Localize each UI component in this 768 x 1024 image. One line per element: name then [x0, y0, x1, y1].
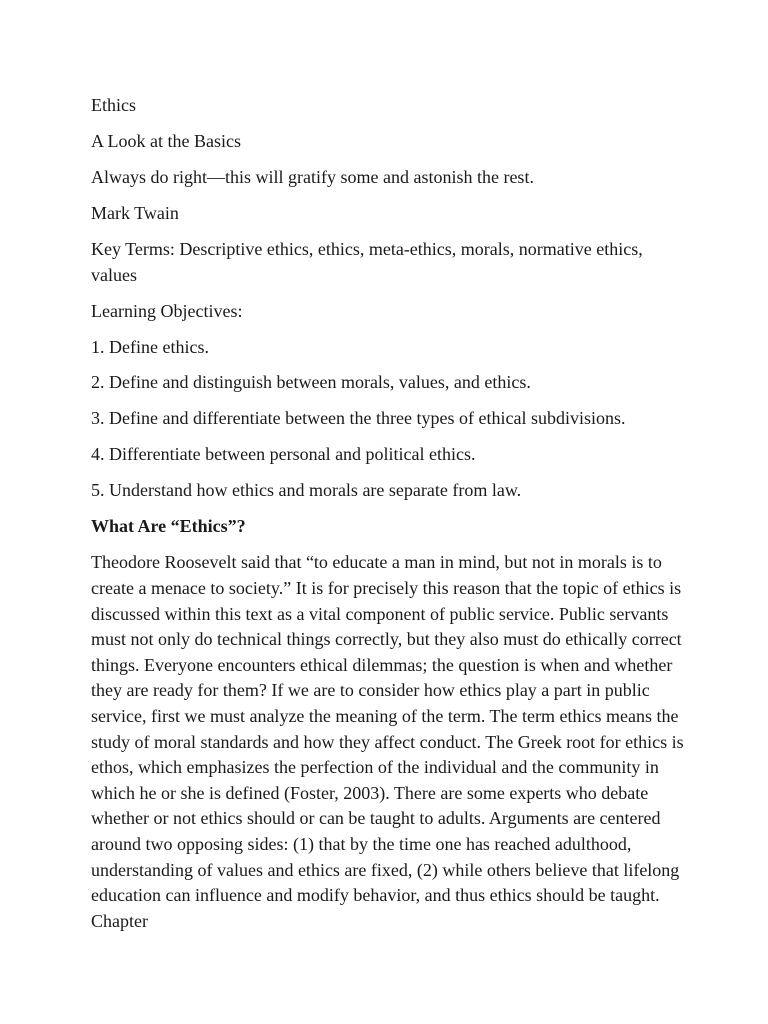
body-paragraph: Theodore Roosevelt said that “to educate a man in mind, but not in morals is to create a menace to society.” It is for precisely this reason that the topic of ethics is discussed within this text as a vital component of public service. Public servants must not only do technical things correctly, but they also must do ethically correct things. Everyone encounters ethical dilemmas; the question is when and whether they are ready for them? If we are to consider how ethics play a part in public service, first we must analyze the meaning of the term. The term ethics means the study of moral standards and how they affect conduct. The Greek root for ethics is ethos, which emphasizes the perfection of the individual and the community in which he or she is defined (Foster, 2003). There are some experts who debate whether or not ethics should or can be taught to adults. Arguments are centered around two opposing sides: (1) that by the time one has reached adulthood, understanding of values and ethics are fixed, (2) while others believe that lifelong education can influence and modify behavior, and thus ethics should be taught. Chapter: [91, 552, 684, 931]
document-title: Ethics: [91, 95, 136, 115]
document-page: [91, 93, 691, 945]
objective-item: 2. Define and distinguish between morals, values, and ethics.: [91, 372, 531, 393]
objective-item: 4. Differentiate between personal and political ethics.: [91, 444, 476, 465]
section-heading: What Are “Ethics”?: [91, 516, 246, 537]
document-subtitle: A Look at the Basics: [91, 130, 241, 151]
epigraph-quote: Always do right—this will gratify some and astonish the rest.: [91, 166, 534, 187]
objective-item: 1. Define ethics.: [91, 336, 209, 357]
key-terms: Key Terms: Descriptive ethics, ethics, meta-ethics, morals, normative ethics, values: [91, 238, 643, 285]
epigraph-author: Mark Twain: [91, 202, 179, 223]
objective-item: 5. Understand how ethics and morals are separate from law.: [91, 480, 522, 501]
objective-item: 3. Define and differentiate between the three types of ethical subdivisions.: [91, 408, 626, 429]
objectives-heading: Learning Objectives:: [91, 300, 243, 321]
